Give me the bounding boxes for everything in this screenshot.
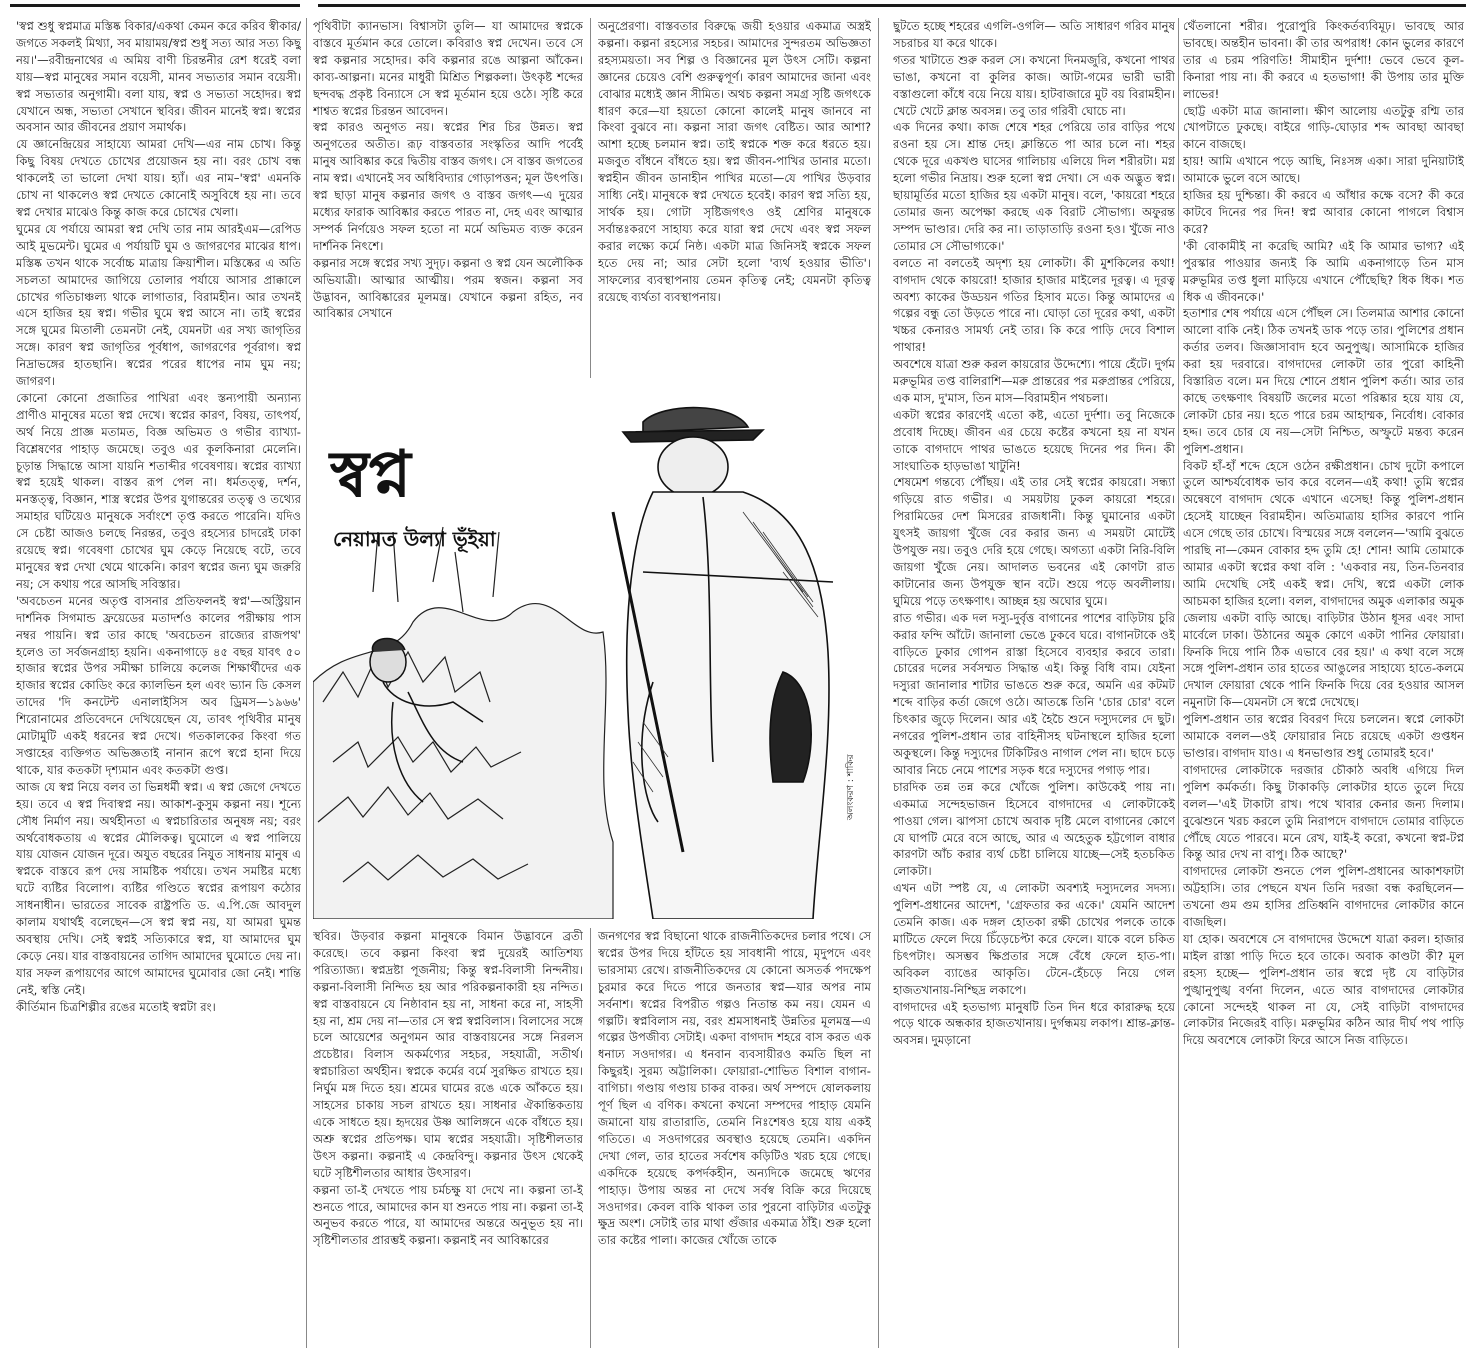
- paragraph: পুলিশ-প্রধান তার স্বপ্নের বিবরণ দিয়ে চললেন। স্বপ্নে লোকটা আমাকে বলল—ওই ফোয়ারার নিচে রয়েছে একটা গুপ্তধন ভাণ্ডার। বাগদাদ যাও। এ ধনভাণ্ডার শুধু তোমারই হবে।': [1183, 712, 1464, 760]
- paragraph: স্বপ্ন কারও অনুগত নয়। স্বপ্নের শির চির উন্নত। স্বপ্ন অনুগতের অতীত। রূঢ় বাস্তবতার সংস্কৃতির আদি পর্বেই মানুষ আবিষ্কার করে দ্বিতীয় বাস্তব জগৎ। সে বাস্তব জগতের নাম স্বপ্ন। এখানেই সব অধিবিদ্যার গোড়াপত্তন; মূল উৎপত্তি। স্বপ্ন ছাড়া মানুষ কল্পনার জগৎ ও বাস্তব জগৎ—এ দুয়ের মধ্যের ফারাক আবিষ্কার করতে পারত না, দেহ এবং আত্মার সম্পর্ক নির্ণয়েও সফল হতো না মর্মে অভিমত ব্যক্ত করেন দার্শনিক নিৎশে।: [313, 120, 583, 253]
- paragraph: এক দিনের কথা। কাজ শেষে শহর পেরিয়ে তার বাড়ির পথে রওনা হয় সে। শ্রান্ত দেহ। ক্লান্তিতে পা আর চলে না। শহর থেকে দূরে একখণ্ড ঘাসের গালিচায় এলিয়ে দিল শরীরটা। মগ্ন হলো গভীর নিদ্রায়। শুরু হলো স্বপ্ন দেখা। সে এক অদ্ভুত স্বপ্ন। ছায়ামূর্তির মতো হাজির হয় একটা মানুষ। বলে, 'কায়রো শহরে তোমার জন্য অপেক্ষা করছে এক বিরাট সৌভাগ্য। অফুরন্ত সম্পদ ভাণ্ডার। দেরি কর না। তাড়াতাড়ি রওনা হও। খুঁজে নাও তোমার সে সৌভাগ্যকে।': [893, 120, 1175, 253]
- paragraph: জনগণের স্বপ্ন বিছানো থাকে রাজনীতিকদের চলার পথে। সে স্বপ্নের উপর দিয়ে হাঁটতে হয় সাবধানী পায়ে, মৃদুপদে এবং ভারসাম্য রেখে। রাজনীতিকদের যে কোনো অসতর্ক পদক্ষেপ চুরমার করে দিতে পারে জনতার স্বপ্ন—যার অপর নাম সর্বনাশ। স্বপ্নের বিপরীত গল্পও নিতান্ত কম নয়। যেমন এ গল্পটি। স্বপ্নবিলাস নয়, বরং শ্রমসাধনাই উন্নতির মূলমন্ত্র—এ গল্পের উপজীব্য সেটাই। একদা বাগদাদ শহরে বাস করত এক ধনাঢ্য সওদাগর। এ ধনবান ব্যবসায়ীরও কমতি ছিল না কিছুরই। সুরম্য অট্টালিকা। ফোয়ারা-শোভিত বিশাল বাগান-বাগিচা। গণ্ডায় গণ্ডায় চাকর বাকর। অর্থ সম্পদে ষোলকলায় পূর্ণ ছিল এ বণিক। কখনো কখনো সম্পদের পাহাড় যেমনি জমানো যায় রাতারাতি, তেমনি নিঃশেষও হয়ে যায় একই গতিতে। এ সওদাগরের অবস্থাও হয়েছে তেমনি। একদিন দেখা গেল, তার হাতের সর্বশেষ কড়িটিও খরচ হয়ে গেছে। একদিকে হয়েছে কপর্দকহীন, অন্যদিকে জমেছে ঋণের পাহাড়। উপায় অন্তর না দেখে সর্বস্ব বিক্রি করে দিয়েছে সওদাগর। কেবল বাকি থাকল তার পুরনো বাড়িটার এতটুকু ক্ষুদ্র অংশ। সেটাই তার মাথা গুঁজার একমাত্র ঠাঁই। শুরু হলো তার কষ্টের পালা। কাজের খোঁজে তাকে: [598, 929, 871, 1248]
- paragraph: যা হোক। অবশেষে সে বাগদাদের উদ্দেশে যাত্রা করল। হাজার মাইল রাস্তা পাড়ি দিতে হবে তাকে। অবাক কাণ্ডটা কী? মূল রহস্য হচ্ছে— পুলিশ-প্রধান তার স্বপ্নে দৃষ্ট যে বাড়িটার পুঙ্খানুপুঙ্খ বর্ণনা দিলেন, এতে আর বাগদাদের লোকটার কোনো সন্দেহই থাকল না যে, সেই বাড়িটা বাগদাদের লোকটার নিজেরই বাড়ি। মরুভূমির কঠিন আর দীর্ঘ পথ পাড়ি দিয়ে অবশেষে লোকটা ফিরে আসে নিজ বাড়িতে।: [1183, 931, 1464, 1048]
- column-divider: [590, 18, 591, 378]
- article-column-2-top: [313, 18, 583, 378]
- paragraph: রাত গভীর। এক দল দস্যু-দুর্বৃত্ত বাগানের পাশের বাড়িটায় চুরি করার ফন্দি আঁটে। জানালা ভেঙে ঢুকবে ঘরে। বাগানটাকে ওই বাড়িতে ঢুকার গোপন রাস্তা হিসেবে ব্যবহার করবে তারা। চোরের দলের সর্বসম্মত সিদ্ধান্ত এই। কিন্তু বিধি বাম। যেইনা দস্যুরা জানালার শাটার ভাঙতে শুরু করে, অমনি এর কটমট শব্দে বাড়ির কর্তা জেগে ওঠে। আতঙ্কে তিনি 'চোর চোর' বলে চিৎকার জুড়ে দিলেন। আর এই হৈচৈ শুনে দস্যুদলের দে ছুট। নগরের পুলিশ-প্রধান তার বাহিনীসহ ঘটনাস্থলে হাজির হলো অকুস্থলে। কিন্তু দস্যুদের টিকিটিরও নাগাল পেল না। ছাদে চড়ে আবার নিচে নেমে পাশের সড়ক ধরে দস্যুদের পগাড় পার।: [893, 610, 1175, 777]
- paragraph: গতর খাটাতে শুরু করল সে। কখনো দিনমজুরি, কখনো পাথর ভাঙা, কখনো বা কুলির কাজ। আটা-গমের ভারী ভারী বস্তাগুলো কাঁধে বয়ে নিয়ে যায়। হাটবাজারে মুট বয় বিরামহীন। খেটে খেটে ক্লান্ত অবসন্ন। তবু তার গরিবী ঘোচে না।: [893, 52, 1175, 118]
- paragraph: বাগদাদের লোকটা শুনতে পেল পুলিশ-প্রধানের আকাশফাটা অট্টহাসি। তার পেছনে যখন তিনি দরজা বন্ধ করছিলেন—তখনো গুম গুম হাসির প্রতিধ্বনি বাগদাদের লোকটার কানে বাজছিল।: [1183, 864, 1464, 930]
- article-column-3-bottom: [598, 928, 871, 1348]
- article-column-4: [893, 18, 1175, 1348]
- paragraph: হাজির হয় দুশ্চিন্তা। কী করবে এ আঁধার কক্ষে বসে? কী করে কাটবে দিনের পর দিন! স্বপ্ন আবার কোনো পাগলে বিশ্বাস করে?: [1183, 188, 1464, 236]
- article-title: স্বপ্ন: [330, 437, 412, 512]
- author-byline: নেয়ামত উল্যা ভূঁইয়া: [333, 527, 496, 551]
- article-column-3-top: [598, 18, 871, 378]
- paragraph: বাগদাদের লোকটাকে দরজার চৌকাঠ অবধি এগিয়ে দিল পুলিশ কর্মকর্তা। কিছু টাকাকড়ি লোকটার হাতে তুলে দিয়ে বলল—'এই টাকাটা রাখ। পথে খাবার কেনার জন্য দিলাম। বুঝেশুনে খরচ করলে তুমি নিরাপদে বাগদাদে তোমার বাড়িতে পৌঁছে যেতে পারবে। মনে রেখ, যাই-ই করো, কখনো স্বপ্ন-টপ্ন কিন্তু আর দেখ না বাপু। ঠিক আছে?': [1183, 762, 1464, 862]
- paragraph: 'অবচেতন মনের অতৃপ্ত বাসনার প্রতিফলনই স্বপ্ন'—অস্ট্রিয়ান দার্শনিক সিগমান্ড ফ্রয়েডের মতাদর্শও কালের পরীক্ষায় পাস নম্বর পায়নি। স্বপ্ন তার কাছে 'অবচেতন রাজ্যের রাজপথ' হলেও তা সর্বজনগ্রাহ্য হয়নি। একনাগাড়ে ৪৫ বছর যাবৎ ৫০ হাজার স্বপ্নের উপর সমীক্ষা চালিয়ে কলেজ শিক্ষার্থীদের এক হাজার স্বপ্নের কোডিং করে ক্যালভিন হল এবং ভ্যান ডি কেসল তাদের 'দি কনটেন্ট এনালাইসিস অব ড্রিমস—১৯৬৬' শিরোনামের প্রতিবেদনে দেখিয়েছেন যে, তাবৎ পৃথিবীর মানুষ মোটামুটি একই ধরনের স্বপ্ন দেখে। গতকালকের কিংবা গত সপ্তাহের ব্যক্তিগত অভিজ্ঞতাই নানান রূপে স্বপ্নে হানা দিয়ে থাকে, যার কতকটা দৃশ্যমান এবং কতকটা গুপ্ত।: [16, 593, 301, 777]
- paragraph: এখন এটা স্পষ্ট যে, এ লোকটা অবশ্যই দস্যুদলের সদস্য। পুলিশ-প্রধানের আদেশ, 'গ্রেফতার কর একে।' যেমনি আদেশ তেমনি কাজ। এক দঙ্গল হোতকা রক্ষী চোখের পলকে তাকে মাটিতে ফেলে দিয়ে চিঁড়েচেপ্টা করে ফেলে। যাকে বলে চকিত চিৎপটাং। অসম্ভব ক্ষিপ্রতার সঙ্গে বেঁধে ফেলে হাত-পা। অবিকল ব্যাঙের আকৃতি। টেনে-হেঁচড়ে নিয়ে গেল হাজতখানায়-নিশ্ছিদ্র লকাপে।: [893, 881, 1175, 997]
- paragraph: থেঁতলানো শরীর। পুরোপুরি কিংকর্তব্যবিমূঢ়। ভাবছে আর ভাবছে। অন্তহীন ভাবনা। কী তার অপরাধ! কোন ভুলের কারণে তার এ চরম পরিণতি! সীমাহীন দুর্দশা! ভেবে ভেবে কূল-কিনারা পায় না। কী করবে এ হতভাগা! কী উপায় তার মুক্তি লাভের!: [1183, 19, 1464, 101]
- column-divider: [590, 928, 591, 1348]
- paragraph: হায়! আমি এখানে পড়ে আছি, নিঃসঙ্গ একা। সারা দুনিয়াটাই আমাকে ভুলে বসে আছে।: [1183, 154, 1464, 186]
- paragraph: ঘুমের যে পর্যায়ে আমরা স্বপ্ন দেখি তার নাম আরইএম—রেপিড আই মুভমেন্ট। ঘুমের এ পর্যায়টি ঘুম ও জাগরণের মাঝের ধাপ। মস্তিষ্ক তখন থাকে সর্বোচ্চ মাত্রায় ক্রিয়াশীল। মস্তিষ্কের এ অতি সচলতা আমাদের জাগিয়ে তোলার পর্যায়ে আসার প্রাক্কালে চোখের গতিচাঞ্চল্য থাকে লাগাতার, বিরামহীন। আর তখনই এসে হাজির হয় স্বপ্ন। গভীর ঘুমে স্বপ্ন আসে না। তাই স্বপ্নের সঙ্গে ঘুমের মিতালী তেমনটা নেই, যেমনটা এর সখ্য জাগৃতির সঙ্গে। কারণ স্বপ্ন জাগৃতির পূর্বধাপ, জাগরণের পূর্বরাগ। স্বপ্ন নিদ্রাভঙ্গের হাতছানি। স্বপ্নের পরের ধাপের নাম ঘুম নয়; জাগরণ।: [16, 221, 301, 389]
- top-rule: [10, 4, 300, 7]
- paragraph: আজ যে স্বপ্ন নিয়ে বলব তা ভিন্নধর্মী স্বপ্ন। এ স্বপ্ন জেগে দেখতে হয়। তবে এ স্বপ্ন দিবাস্বপ্ন নয়। আকাশ-কুসুম কল্পনা নয়। শূন্যে সৌধ নির্মাণ নয়। অর্থহীনতা এ স্বপ্নচারিতার অনুষঙ্গ নয়; বরং অর্থবোধকতায় এ স্বপ্নের মৌলিকত্ব। ঘুমোলে এ স্বপ্ন পালিয়ে যায় যোজন যোজন দূরে। অযুত বছরের নিযুত সাধনায় মানুষ এ স্বপ্নকে বাস্তবে রূপ দেয় সামষ্টিক পর্যায়ে। তখন সমষ্টির মধ্যে ঘটে ব্যষ্টির বিলোপ। ব্যষ্টির গণ্ডিতে স্বপ্নের রূপায়ণ কঠোর সাধনাধীন। ভারতের সাবেক রাষ্ট্রপতি ড. এ.পি.জে আবদুল কালাম যথার্থই বলেছেন—সে স্বপ্ন স্বপ্ন নয়, যা আমরা ঘুমন্ত অবস্থায় দেখি। সেই স্বপ্নই সত্যিকারে স্বপ্ন, যা আমাদের ঘুম কেড়ে নেয়। যার বাস্তবায়নের তাগিদ আমাদের ঘুমোতে দেয় না। যার সফল রূপায়ণের আগে আমাদের ঘুমোবার জো নেই। শান্তি নেই, স্বস্তি নেই।: [16, 779, 301, 997]
- paragraph: ছোট্ট একটা মাত্র জানালা। ক্ষীণ আলোয় এতটুকু রশ্মি তার খোপটাতে ঢুকছে। বাইরে গাড়ি-ঘোড়ার শব্দ আবছা আবছা কানে বাজছে।: [1183, 103, 1464, 152]
- paragraph: একটা স্বপ্নের কারণেই এতো কষ্ট, এতো দুর্দশা। তবু নিজেকে প্রবোধ দিচ্ছে। জীবন এর চেয়ে কষ্টের কখনো হয় না যখন তাকে বাগদাদে পাথর ভাঙতে হয়েছে দিনের পর দিন। কী সাংঘাতিক হাড়ভাঙা খাটুনি!: [893, 407, 1175, 473]
- paragraph: অবশেষে যাত্রা শুরু করল কায়রোর উদ্দেশ্যে। পায়ে হেঁটে। দুর্গম মরুভূমির তপ্ত বালিরাশি—মরু প্রান্তরের পর মরুপ্রান্তর পেরিয়ে, এক মাস, দু'মাস, তিন মাস—বিরামহীন পথচলা।: [893, 357, 1175, 405]
- paragraph: বাগদাদের এই হতভাগ্য মানুষটি তিন দিন ধরে কারারুদ্ধ হয়ে পড়ে থাকে অন্ধকার হাজতখানায়। দুর্গন্ধময় লকাপ। শ্রান্ত-ক্লান্ত-অবসন্ন। দুমড়ানো: [893, 999, 1175, 1048]
- column-divider: [306, 18, 307, 1348]
- paragraph: পৃথিবীটা ক্যানভাস। বিশ্বাসটা তুলি— যা আমাদের স্বপ্নকে বাস্তবে মূর্তমান করে তোলে। কবিরাও স্বপ্ন দেখেন। তবে সে স্বপ্ন কল্পনার সহোদর। কবি কল্পনার রঙে আল্পনা আঁকেন। কাব্য-আল্পনা। মনের মাধুরী মিশ্রিত শিল্পকলা। উৎকৃষ্ট শব্দের ছন্দবদ্ধ প্রকৃষ্ট বিন্যাসে সে স্বপ্ন মূর্তমান হয়ে ওঠে। সৃষ্টি করে শাশ্বত স্বপ্নের চিরন্তন আবেদন।: [313, 19, 583, 118]
- paragraph: চারদিক তন্ন তন্ন করে খোঁজে পুলিশ। কাউকেই পায় না। একমাত্র সন্দেহভাজন হিসেবে বাগদাদের এ লোকটাকেই পাওয়া গেল। ঝাপসা চোখে অবাক দৃষ্টি মেলে বাগানের কোণে যে ঘাপটি মেরে বসে আছে, আর এ অহেতুক হট্টগোল বাধার কারণটা আঁচ করার ব্যর্থ চেষ্টা চালিয়ে যাচ্ছে—সেই হতচকিত লোকটা।: [893, 779, 1175, 879]
- article-column-2-bottom: [313, 928, 583, 1348]
- paragraph: যে জ্ঞানেন্দ্রিয়ের সাহায্যে আমরা দেখি—এর নাম চোখ। কিন্তু কিছু বিষয় দেখতে চোখের প্রয়োজন হয় না। বরং চোখ বন্ধ থাকলেই তা ভালো দেখা যায়। হ্যাঁ। এর নাম–'স্বপ্ন' এমনকি চোখ না থাকলেও স্বপ্ন দেখতে কোনোই অসুবিধে হয় না। তবে স্বপ্ন দেখার মাঝেও কিন্তু কাজ করে চোখের খেলা।: [16, 137, 301, 219]
- column-divider: [1178, 18, 1179, 1348]
- paragraph: অনুপ্রেরণা। বাস্তবতার বিরুদ্ধে জয়ী হওয়ার একমাত্র অস্ত্রই কল্পনা। কল্পনা রহস্যের সহচর। আমাদের সুন্দরতম অভিজ্ঞতা রহস্যময়তা। সব শিল্প ও বিজ্ঞানের মূল উৎস সেটি। কল্পনা জ্ঞানের চেয়েও বেশি গুরুত্বপূর্ণ। কারণ আমাদের জানা এবং বোঝার মধ্যেই জ্ঞান সীমিত। অথচ কল্পনা সমগ্র সৃষ্টি জগৎকে ধারণ করে—যা হয়তো কোনো কালেই মানুষ জানবে না কিংবা বুঝবে না। কল্পনা সারা জগৎ বেষ্টিত। আর আশা? আশা হচ্ছে চলমান স্বপ্ন। তাই স্বপ্নকে শক্ত করে ধরতে হয়। মজবুত বাঁধনে বাঁধতে হয়। স্বপ্ন জীবন-পাখির ডানার মতো। স্বপ্নহীন জীবন ডানাহীন পাখির মতো—যে পাখির উড়বার সাধ্যি নেই। মানুষকে স্বপ্ন দেখতে হবেই। কারণ স্বপ্ন সত্যি হয়, সার্থক হয়। গোটা সৃষ্টিজগৎও ওই শ্রেণির মানুষকে সর্বান্তঃকরণে সাহায্য করে যারা স্বপ্ন দেখে এবং স্বপ্ন সফল করার লক্ষ্যে কর্মে নিষ্ঠ। একটা মাত্র জিনিসই স্বপ্নকে সফল হতে দেয় না; আর সেটা হলো 'ব্যর্থ হওয়ার ভীতি'। সাফল্যের ব্যবস্থাপনায় তেমন কৃতিত্ব নেই; যেমনটা কৃতিত্ব রয়েছে ব্যর্থতা ব্যবস্থাপনায়।: [598, 19, 871, 304]
- paragraph: কল্পনা তা-ই দেখতে পায় চর্মচক্ষু যা দেখে না। কল্পনা তা-ই শুনতে পারে, আমাদের কান যা শুনতে পায় না। কল্পনা তা-ই অনুভব করতে পারে, যা আমাদের অন্তরে অনুভূত হয় না। সৃষ্টিশীলতার প্রারম্ভই কল্পনা। কল্পনাই নব আবিষ্কারের: [313, 1182, 583, 1248]
- paragraph: কোনো কোনো প্রজাতির পাখিরা এবং স্তন্যপায়ী অন্যান্য প্রাণীও মানুষের মতো স্বপ্ন দেখে। স্বপ্নের কারণ, বিষয়, তাৎপর্য, অর্থ নিয়ে প্রাজ্ঞ মতামত, বিজ্ঞ অভিমত ও গভীর ব্যাখ্যা-বিশ্লেষণের পাহাড় জমেছে। তবুও এর কূলকিনারা মেলেনি। চূড়ান্ত সিদ্ধান্তে আসা যায়নি শতাব্দীর গবেষণায়। স্বপ্নের ব্যাখ্যা স্বপ্ন হয়েই থাকল। বাস্তব রূপ পেল না। ধর্মতত্ত্ব, দর্শন, মনস্তত্ত্ব, বিজ্ঞান, শাস্ত্র স্বপ্নের উপর যুগান্তরের তত্ত্ব ও তথ্যের সমাহার ঘটিয়েও মানুষকে সর্বাংশে তৃপ্ত করতে পারেনি। যদিও সে চেষ্টা আজও চলছে নিরন্তর, তবুও রহস্যের চাদরেই ঢাকা রয়েছে স্বপ্ন। গবেষণা চোখের ঘুম কেড়ে নিয়েছে বটে, তবে মানুষের স্বপ্ন দেখা থেমে থাকেনি। কারণ স্বপ্নের জন্য ঘুম জরুরি নয়; সে কথায় পরে আসছি সবিস্তার।: [16, 390, 301, 591]
- article-column-1: [16, 18, 301, 1348]
- paragraph: ছুটতে হচ্ছে শহরের এগলি-ওগলি— অতি সাধারণ গরিব মানুষ সচরাচর যা করে থাকে।: [893, 19, 1175, 50]
- paragraph: কীর্তিমান চিত্রশিল্পীর রঙের মতোই স্বপ্নটা রং।: [16, 999, 216, 1014]
- article-column-5: [1183, 18, 1464, 1348]
- paragraph: কল্পনার সঙ্গে স্বপ্নের সখ্য সুদৃঢ়। কল্পনা ও স্বপ্ন যেন অলৌকিক অভিযাত্রী। আত্মার আত্মীয়। পরম স্বজন। কল্পনা সব উদ্ভাবন, আবিষ্কারের মূলমন্ত্র। যেখানে কল্পনা রহিত, নব আবিষ্কার সেখানে: [313, 255, 583, 321]
- illustration-credit: অলংকরণ : শাকির: [846, 754, 856, 820]
- paragraph: বিকট হাঁ-হাঁ শব্দে হেসে ওঠেন রক্ষীপ্রধান। চোখ দুটো কপালে তুলে আশ্চর্যবোধক ভাব করে বলেন—এই কথা! তুমি স্বপ্নের অন্বেষণে বাগদাদ থেকে এখানে এসেছ! কিন্তু পুলিশ-প্রধান হেসেই যাচ্ছেন বিরামহীন। অতিমাত্রায় হাসির কারণে পানি এসে গেছে তার চোখে। বিস্ময়ের সঙ্গে বললেন—'আমি বুঝতে পারছি না—কেমন বোকার হদ্দ তুমি হে! শোন! আমি তোমাকে আমার একটা স্বপ্নের কথা বলি : 'একবার নয়, তিন-তিনবার আমি দেখেছি সেই একই স্বপ্ন। দেখি, স্বপ্নে একটা লোক আচমকা হাজির হলো। বলল, বাগদাদের অমুক এলাকার অমুক জেলায় একটা বাড়ি আছে। বাড়িটার উঠান ধূসর এবং সাদা মার্বেলে ঢাকা। উঠানের অমুক কোণে একটা পানির ফোয়ারা। ফিনকি দিয়ে পানি ঠিক এভাবে বের হয়।' এ কথা বলে সঙ্গে সঙ্গে পুলিশ-প্রধান তার হাতের আঙুলের সাহায্যে হাতে-কলমে দেখাল ফোয়ারা থেকে পানি ফিনকি দিয়ে বের হওয়ার আসল নমুনাটা কি—যেমনটা সে স্বপ্নে দেখেছে।: [1183, 458, 1464, 710]
- column-divider: [878, 18, 879, 1348]
- top-rule: [318, 4, 1466, 7]
- paragraph: শেষমেশ গন্তব্যে পৌঁছয়। এই তার সেই স্বপ্নের কায়রো। সন্ধ্যা গড়িয়ে রাত গভীর। এ সময়টায় ঢুকল কায়রো শহরে। পিরামিডের দেশ মিসরের রাজধানী। কিন্তু ঘুমানোর একটা যুৎসই জায়গা খুঁজে বের করার জন্য এ সময়টা মোটেই উপযুক্ত নয়। তবুও দেরি হয়ে গেছে। অগত্যা একটা নিরি-বিলি জায়গা খুঁজে নেয়। আদালত ভবনের এই কোণটা রাত কাটানোর জন্য উপযুক্ত স্থান বটে। শুয়ে পড়ে অবলীলায়। ঘুমিয়ে পড়ে তৎক্ষণাৎ। আচ্ছন্ন হয় অঘোর ঘুমে।: [893, 475, 1175, 608]
- paragraph: স্থবির। উড়বার কল্পনা মানুষকে বিমান উদ্ভাবনে ব্রতী করেছে। তবে কল্পনা কিংবা স্বপ্ন দুয়েরই আতিশয্য পরিত্যাজ্য। স্বপ্নদ্রষ্টা পূজনীয়; কিন্তু স্বপ্ন-বিলাসী নিন্দনীয়। কল্পনা-বিলাসী নিন্দিত হয় আর পরিকল্পনাকারী হয় নন্দিত। স্বপ্ন বাস্তবায়নে যে নিষ্ঠাবান হয় না, সাধনা করে না, সাহসী হয় না, শ্রম দেয় না—তার সে স্বপ্ন স্বপ্নবিলাস। বিলাসের সঙ্গে চলে আয়েশের অনুগমন আর বাস্তবায়নের সঙ্গে নিরলস প্রচেষ্টার। বিলাস অকর্মণ্যের সহচর, সহযাত্রী, সতীর্থ। স্বপ্নচারিতা অর্থহীন। স্বপ্নকে কর্মের বর্মে সুরক্ষিত রাখতে হয়। নির্ঘুম মঙ্গ দিতে হয়। শ্রমের ঘামের রঙে একে আঁকতে হয়। সাহসের চাকায় সচল রাখতে হয়। সাধনার ঐকান্তিকতায় একে সাধতে হয়। হৃদয়ের উষ্ণ আলিঙ্গনে একে বাঁধতে হয়। অশ্রু স্বপ্নের প্রতিপক্ষ। ঘাম স্বপ্নের সহযাত্রী। সৃষ্টিশীলতার উৎস কল্পনা। কল্পনাই এ কেন্দ্রবিন্দু। কল্পনার উৎস থেকেই ঘটে সৃষ্টিশীলতার আধার উৎসারণ।: [313, 929, 583, 1180]
- paragraph: 'কী বোকামীই না করেছি আমি? এই কি আমার ভাগ্য? এই পুরস্কার পাওয়ার জন্যই কি আমি একনাগাড়ে তিন মাস মরুভূমির তপ্ত ধুলা মাড়িয়ে এখানে পৌঁছেছি? ধিক ধিক। শত ধিক এ জীবনকে।': [1183, 238, 1464, 304]
- paragraph: বলতে না বলতেই অদৃশ্য হয় লোকটা। কী মুশকিলের কথা! বাগদাদ থেকে কায়রো! হাজার হাজার মাইলের দূরত্ব। এ দূরত্ব অবশ্য কাকের উড্ডয়ন গতির হিসাব মতে। কিন্তু আমাদের এ গল্পের বন্ধু তো উড়তে পারে না। ঘোড়া তো দূরের কথা, একটা খচ্চর কেনারও সামর্থ্য নেই তার। কি করে পাড়ি দেবে বিশাল পাথার!: [893, 255, 1175, 355]
- paragraph: হতাশার শেষ পর্যায়ে এসে পৌঁছল সে। তিলমাত্র আশার কোনো আলো বাকি নেই। ঠিক তখনই ডাক পড়ে তার। পুলিশের প্রধান কর্তার তলব। জিজ্ঞাসাবাদ হবে অনুপুঙ্খ। আসামিকে হাজির করা হয় দরবারে। বাগদাদের লোকটা তার পুরো কাহিনী বিস্তারিত বলে। মন দিয়ে শোনে প্রধান পুলিশ কর্তা। আর তার কাছে তৎক্ষণাৎ বিষয়টি জলের মতো পরিষ্কার হয়ে যায় যে, লোকটা চোর নয়। হতে পারে চরম আহাম্মক, নির্বোধ। বোকার হদ্দ। তবে চোর যে নয়—সেটা নিশ্চিত, অস্ফুটে মন্তব্য করেন পুলিশ-প্রধান।: [1183, 306, 1464, 456]
- paragraph: 'স্বপ্ন শুধু স্বপ্নমাত্র মস্তিষ্ক বিকার/একথা কেমন করে করিব স্বীকার/জগতে সকলই মিথ্যা, সব মায়াময়/স্বপ্ন শুধু সত্য আর সত্য কিছু নয়।'—রবীন্দ্রনাথের এ অমিয় বাণী চিরন্তনীর রেশ ধরেই বলা যায়—স্বপ্ন মানুষের সমান বয়েসী, মানব সভ্যতার সমান বয়েসী। স্বপ্ন সভ্যতার অনুগামী। বলা যায়, স্বপ্ন ও সভ্যতা সহোদর। স্বপ্ন যেখানে অন্ধ, সভ্যতা সেখানে স্থবির। জীবন মানেই স্বপ্ন। স্বপ্নের অবসান আর জীবনের প্রয়াণ সমার্থক।: [16, 19, 301, 135]
